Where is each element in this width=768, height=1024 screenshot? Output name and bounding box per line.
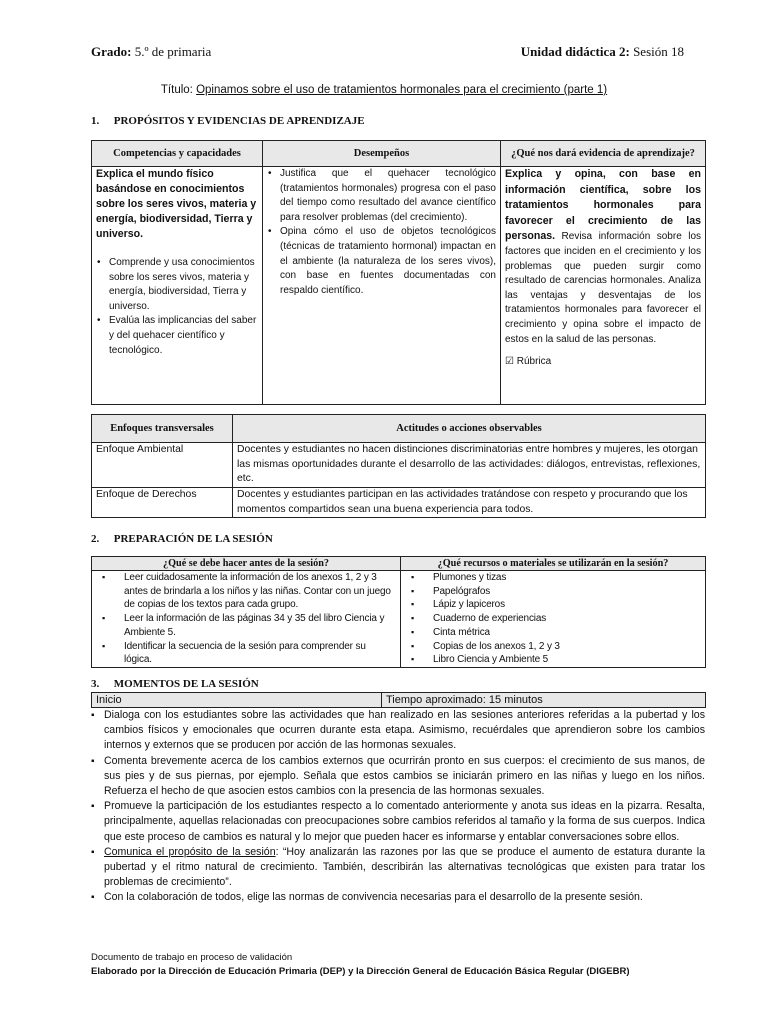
evidence-block bbox=[505, 167, 701, 347]
title-label: Título: bbox=[160, 84, 193, 96]
before-list bbox=[96, 571, 396, 667]
list-item: • Comprende y usa conocimientos sobre los seres vivos, materia y energía, biodiversidad, Tierra y universo. bbox=[96, 256, 258, 314]
list-item: ▪ Con la colaboración de todos, elige las normas de convivencia necesarias para el desarrollo de la presente sesión. bbox=[91, 890, 705, 905]
approach-text: Docentes y estudiantes participan en las actividades tratándose con respeto y procurando que los momentos compartidos sean una buena experiencia para todos. bbox=[233, 488, 706, 518]
evidence-text: Revisa información sobre los factores que inciden en el crecimiento y los problemas que pueden surgir como resultado de carencias hormonales. Analiza las ventajas y desventajas de los tratamientos hormonales para favorecer el crecimiento y opina sobre el impacto de estos en la salud de las personas. bbox=[505, 231, 702, 345]
checkbox-icon: ☑ bbox=[505, 356, 514, 368]
footer-line-2: Elaborado por la Dirección de Educación Primaria (DEP) y la Dirección General de Educación Básica Regular (DIGEBR) bbox=[91, 965, 630, 977]
approach-name: Enfoque Ambiental bbox=[92, 443, 233, 488]
section-2-number: 2. bbox=[91, 533, 100, 545]
list-item: ▪ Libro Ciencia y Ambiente 5 bbox=[405, 653, 701, 667]
col-evidence: ¿Qué nos dará evidencia de aprendizaje? bbox=[501, 141, 706, 167]
list-item: ▪ Leer la información de las páginas 34 y 35 del libro Ciencia y Ambiente 5. bbox=[96, 612, 392, 639]
list-item: ▪ Copias de los anexos 1, 2 y 3 bbox=[405, 640, 701, 654]
section-3-heading bbox=[91, 678, 259, 690]
section-3-number: 3. bbox=[91, 678, 100, 690]
list-item: ▪ Cinta métrica bbox=[405, 626, 701, 640]
grade-label: Grado: bbox=[91, 44, 132, 59]
footer-line-1: Documento de trabajo en proceso de validación bbox=[91, 952, 293, 963]
section-1-number: 1. bbox=[91, 115, 100, 127]
evidence-bold: Explica y opina, con base en información científica, sobre los tratamientos hormonales para favorecer el crecimiento de las personas. bbox=[505, 168, 701, 243]
resources-list bbox=[405, 571, 701, 667]
session-value: Sesión 18 bbox=[633, 44, 684, 59]
col-competencies: Competencias y capacidades bbox=[92, 141, 263, 167]
moments-list bbox=[91, 708, 705, 906]
list-item: ▪ Leer cuidadosamente la información de los anexos 1, 2 y 3 antes de brindarla a los niños y las niñas. Contar con un juego de copias de los textos para cada grupo. bbox=[96, 571, 392, 612]
unit-header bbox=[521, 44, 684, 60]
col-approaches: Enfoques transversales bbox=[92, 415, 233, 443]
section-1-heading bbox=[91, 115, 365, 127]
purposes-table bbox=[91, 140, 706, 405]
list-item: ▪ Dialoga con los estudiantes sobre las actividades que han realizado en las sesiones anteriores referidas a la pubertad y los cambios físicos y emocionales que ocurren durante esta etapa. Asimismo, recuérdales que aprendieron sobre los cambios internos y externos que se producen por acción de las hormonas sexuales. bbox=[91, 708, 705, 754]
section-3-title: MOMENTOS DE LA SESIÓN bbox=[113, 678, 259, 690]
grade-header bbox=[91, 44, 211, 60]
instrument-label: Rúbrica bbox=[516, 356, 552, 368]
footer bbox=[91, 951, 630, 978]
purpose-label: Comunica el propósito de la sesión bbox=[104, 845, 276, 858]
performances-list bbox=[267, 167, 496, 298]
col-resources: ¿Qué recursos o materiales se utilizarán en la sesión? bbox=[401, 557, 706, 571]
list-item: ▪ Promueve la participación de los estudiantes respecto a lo comentado anteriormente y anota sus ideas en la pizarra. Resalta, principalmente, aquellas relacionadas con preocupaciones sobre cambios referidos al tamaño y la forma de sus cuerpos. Indica que este proceso de cambios es natural y lo mejor que pueden hacer es informarse y entablar conversaciones sobre ellos. bbox=[91, 799, 705, 845]
approach-text: Docentes y estudiantes no hacen distinciones discriminatorias entre hombres y mujeres, les otorgan las mismas oportunidades durante el desarrollo de las actividades: diálogos, entrevistas, reflexiones, etc. bbox=[233, 443, 706, 488]
section-2-title: PREPARACIÓN DE LA SESIÓN bbox=[113, 533, 273, 545]
section-2-heading bbox=[91, 533, 273, 545]
session-title bbox=[0, 84, 768, 96]
approach-name: Enfoque de Derechos bbox=[92, 488, 233, 518]
title-text: Opinamos sobre el uso de tratamientos hormonales para el crecimiento (parte 1) bbox=[196, 84, 608, 96]
approaches-table bbox=[91, 414, 706, 518]
list-item: ▪ Papelógrafos bbox=[405, 585, 701, 599]
capacities-list bbox=[96, 256, 258, 358]
grade-value: 5.º de primaria bbox=[134, 44, 212, 59]
list-item: • Opina cómo el uso de objetos tecnológicos (técnicas de tratamiento hormonal) impactan en el ambiente (la naturaleza de los seres vivos), con base en fuentes documentadas con respaldo científico. bbox=[267, 225, 496, 298]
col-attitudes: Actitudes o acciones observables bbox=[233, 415, 706, 443]
list-item: • Evalúa las implicancias del saber y del quehacer científico y tecnológico. bbox=[96, 314, 258, 358]
preparation-table bbox=[91, 556, 706, 668]
purpose-text: : “Hoy analizarán las razones por las que se produce el aumento de estatura durante la pubertad y el ritmo natural de crecimiento. También, describirán las alternativas tecnológicas que existen para tratar los problemas de crecimiento”. bbox=[104, 845, 705, 889]
list-item bbox=[91, 845, 705, 891]
list-item: ▪ Cuaderno de experiencias bbox=[405, 612, 701, 626]
list-item: ▪ Comenta brevemente acerca de los cambios externos que ocurrirán pronto en sus cuerpos: el crecimiento de sus manos, de sus pies y de sus piernas, por ejemplo. Señala que estos cambios se iniciarán primero en las niñas y luego en los niños. Refuerza el hecho de que asocien estos cambios con la presencia de las hormonas sexuales. bbox=[91, 754, 705, 800]
list-item: ▪ Lápiz y lapiceros bbox=[405, 598, 701, 612]
phase-time: Tiempo aproximado: 15 minutos bbox=[382, 693, 706, 708]
list-item: ▪ Plumones y tizas bbox=[405, 571, 701, 585]
competence-text: Explica el mundo físico basándose en conocimientos sobre los seres vivos, materia y energía, biodiversidad, Tierra y universo. bbox=[96, 168, 257, 240]
col-before: ¿Qué se debe hacer antes de la sesión? bbox=[92, 557, 401, 571]
phase-table bbox=[91, 692, 706, 708]
table-row bbox=[92, 488, 706, 518]
list-item: ▪ Identificar la secuencia de la sesión para comprender su lógica. bbox=[96, 640, 392, 667]
phase-name: Inicio bbox=[92, 693, 382, 708]
unit-label: Unidad didáctica 2: bbox=[520, 44, 630, 59]
table-row bbox=[92, 443, 706, 488]
col-performances: Desempeños bbox=[263, 141, 501, 167]
list-item: • Justifica que el quehacer tecnológico (tratamientos hormonales) progresa con el paso del tiempo como resultado del avance científico para resolver problemas (del crecimiento). bbox=[267, 167, 496, 225]
section-1-title: PROPÓSITOS Y EVIDENCIAS DE APRENDIZAJE bbox=[113, 115, 365, 127]
instrument bbox=[505, 355, 701, 370]
